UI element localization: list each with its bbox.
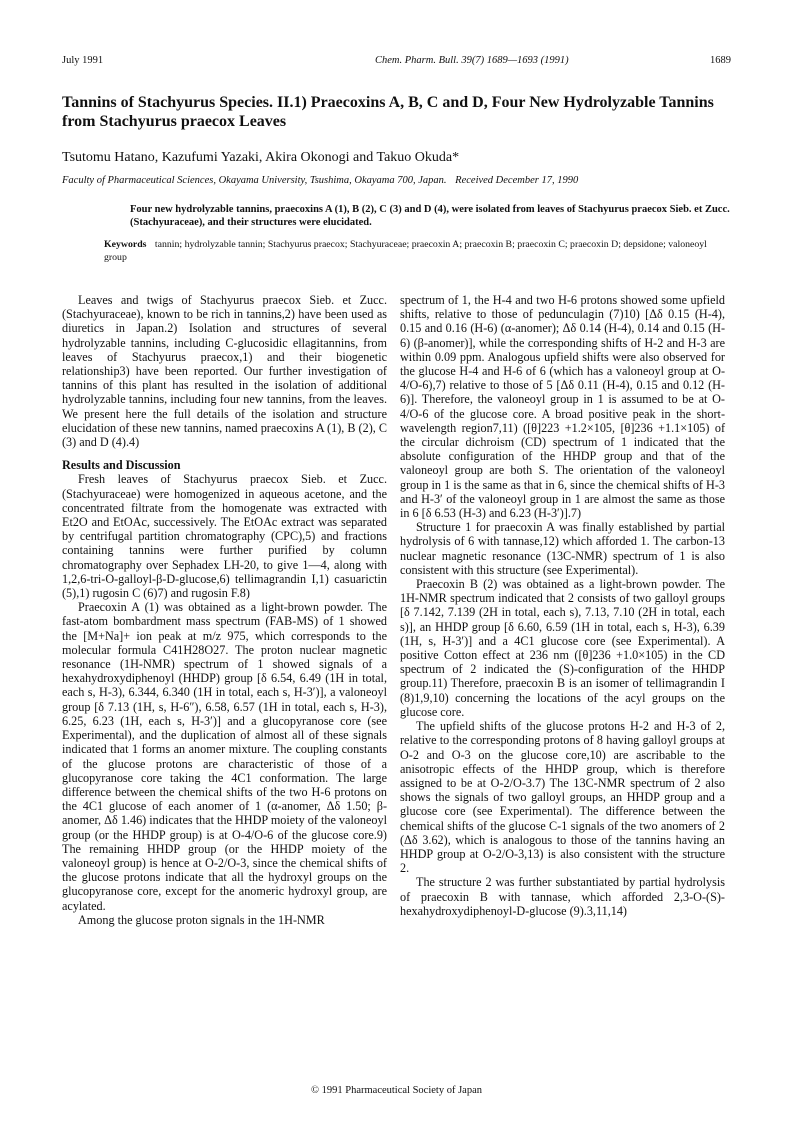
- left-column: [62, 293, 387, 927]
- copyright-footer: © 1991 Pharmaceutical Society of Japan: [311, 1085, 482, 1096]
- body-paragraph: The structure 2 was further substantiated by partial hydrolysis of praecoxin B with tannase, which afforded 2,3-O-(S)-hexahydroxydiphenoyl-D-glucose (9).3,11,14): [400, 875, 725, 918]
- abstract: Four new hydrolyzable tannins, praecoxins A (1), B (2), C (3) and D (4), were isolated from leaves of Stachyurus praecox Sieb. et Zucc. (Stachyuraceae), and their structures were elucidated.: [130, 204, 730, 228]
- header-journal: Chem. Pharm. Bull. 39(7) 1689—1693 (1991): [375, 55, 569, 66]
- body-paragraph: Leaves and twigs of Stachyurus praecox Sieb. et Zucc. (Stachyuraceae), known to be rich in tannins,2) have been used as diuretics in Japan.2) Isolation and structures of several hydrolyzable tannins, including C-glucosidic ellagitannins, from leaves of Stachyurus praecox,1) and their biogenetic relationship3) have been reported. Our further investigation of tannins of this plant has resulted in the isolation of additional hydrolyzable tannins, including four new tannins, from the leaves. We present here the full details of the isolation and structure elucidation of these new tannins, named praecoxins A (1), B (2), C (3) and D (4).4): [62, 293, 387, 450]
- body-paragraph: Praecoxin A (1) was obtained as a light-brown powder. The fast-atom bombardment mass spectrum (FAB-MS) of 1 showed the [M+Na]+ ion peak at m/z 975, which corresponds to the molecular formula C41H28O27. The proton nuclear magnetic resonance (1H-NMR) spectrum of 1 showed signals of a hexahydroxydiphenoyl (HHDP) group [δ 6.54, 6.49 (1H in total, each s, H-3), 6.344, 6.340 (1H in total, each s, H-3′)], a valoneoyl group [δ 7.13 (1H, s, H-6″), 6.58, 6.57 (1H in total, each s, H-3), 6.25, 6.23 (1H, each s, H-3′)] and a glucopyranose core (see Experimental), and the duplication of almost all of these signals indicated that 1 forms an anomer mixture. The coupling constants of the glucose protons are characteristic of those of a glucopyranose core taking the 4C1 conformation. The large difference between the chemical shifts of the two H-6 protons on the 4C1 glucose of each anomer of 1 (α-anomer, Δδ 1.50; β-anomer, Δδ 1.46) indicates that the HHDP moiety of the valoneoyl group (or the HHDP group) is at O-4/O-6 of the glucose core.9) The remaining HHDP group (or the HHDP moiety of the valoneoyl group) is hence at O-2/O-3, since the chemical shifts of the glucose protons indicate that all the hydroxyl groups on the glucopyranose core, except for the anomeric hydroxyl group, are acylated.: [62, 600, 387, 913]
- header-date: July 1991: [62, 55, 104, 66]
- header-page-number: 1689: [710, 55, 731, 66]
- keywords-text: tannin; hydrolyzable tannin; Stachyurus praecox; Stachyuraceae; praecoxin A; praecoxin B; praecoxin C; praecoxin D; depsidone; valoneoyl group: [104, 239, 707, 263]
- author-list: Tsutomu Hatano, Kazufumi Yazaki, Akira Okonogi and Takuo Okuda*: [62, 150, 460, 165]
- keywords-block: [104, 238, 730, 264]
- paper-title: Tannins of Stachyurus Species. II.1) Praecoxins A, B, C and D, Four New Hydrolyzable Tannins from Stachyurus praecox Leaves: [62, 94, 714, 130]
- body-paragraph: Among the glucose proton signals in the 1H-NMR: [78, 912, 325, 927]
- body-paragraph: Fresh leaves of Stachyurus praecox Sieb. et Zucc. (Stachyuraceae) were homogenized in aqueous acetone, and the concentrated filtrate from the homogenate was extracted with Et2O and EtOAc, successively. The EtOAc extract was separated by centrifugal partition chromatography (CPC),5) and fractions containing tannins were further purified by column chromatography over Sephadex LH-20, to give 1—4, along with 1,2,6-tri-O-galloyl-β-D-glucose,6) tellimagrandin I,1) casuarictin (5),1) rugosin C (6)7) and rugosin F.8): [62, 472, 387, 601]
- affiliation: Faculty of Pharmaceutical Sciences, Okayama University, Tsushima, Okayama 700, Japan.: [62, 175, 447, 186]
- keywords-label: Keywords: [104, 239, 147, 250]
- affiliation-line: [62, 175, 732, 186]
- body-paragraph: Structure 1 for praecoxin A was finally established by partial hydrolysis of 6 with tannase,12) which afforded 1. The carbon-13 nuclear magnetic resonance (13C-NMR) spectrum of 1 is also consistent with this structure (see Experimental).: [400, 520, 725, 577]
- body-paragraph: Praecoxin B (2) was obtained as a light-brown powder. The 1H-NMR spectrum indicated that 2 consists of two galloyl groups [δ 7.142, 7.139 (2H in total, each s), 7.13, 7.10 (2H in total, each s)], an HHDP group [δ 6.60, 6.59 (1H in total, each s, H-3), 6.39 (1H, s, H-3′)] and a 4C1 glucose core (see Experimental). A positive Cotton effect at 236 nm ([θ]236 +1.0×105) in the CD spectrum of 2 indicated the (S)-configuration of the HHDP group.11) Therefore, praecoxin B is an isomer of tellimagrandin I (8)1,9,10) concerning the locations of the acyl groups on the glucose core.: [400, 577, 725, 719]
- received-date: Received December 17, 1990: [455, 175, 579, 186]
- body-paragraph: The upfield shifts of the glucose protons H-2 and H-3 of 2, relative to the corresponding protons of 8 having galloyl groups at O-2 and O-3 on the glucose core,10) are ascribable to the anisotropic effects of the HHDP group, which is therefore assigned to be at O-2/O-3.7) The 13C-NMR spectrum of 2 also shows the signals of two galloyl groups, an HHDP group and a glucose core (see Experimental). The difference between the chemical shifts of the glucose C-1 signals of the two anomers of 2 (Δδ 3.62), which is analogous to those of the tannins having an HHDP group at O-2/O-3,13) is also consistent with the structure 2.: [400, 719, 725, 876]
- right-column: [400, 293, 725, 918]
- body-paragraph: spectrum of 1, the H-4 and two H-6 protons showed some upfield shifts, relative to those of pedunculagin (7)10) [Δδ 0.15 (H-4), 0.15 and 0.16 (H-6) (α-anomer); Δδ 0.14 (H-4), 0.14 and 0.15 (H-6) (β-anomer)], while the corresponding shifts of H-2 and H-3 are within 0.09 ppm. Analogous upfield shifts were also observed for the glucose H-4 and H-6 of 6 (which has a valoneoyl group at O-4/O-6),7) relative to those of 5 [Δδ 0.11 (H-4), 0.15 and 0.12 (H-6)]. Therefore, the valoneoyl group in 1 is assumed to be at O-4/O-6 of the glucose core. A broad positive peak in the short-wavelength region7,11) ([θ]223 +1.2×105, [θ]236 +1.1×105) of the circular dichroism (CD) spectrum of 1 indicated that the absolute configuration of the HHDP group and that of the valoneoyl group are both S. The orientation of the valoneoyl group in 1 is the same as that in 6, since the chemical shifts of H-3 and H-3′ of the valoneoyl group in 1 are almost the same as those in 6 [δ 6.53 (H-3) and 6.23 (H-3′)].7): [400, 293, 725, 521]
- section-heading: Results and Discussion: [62, 458, 181, 473]
